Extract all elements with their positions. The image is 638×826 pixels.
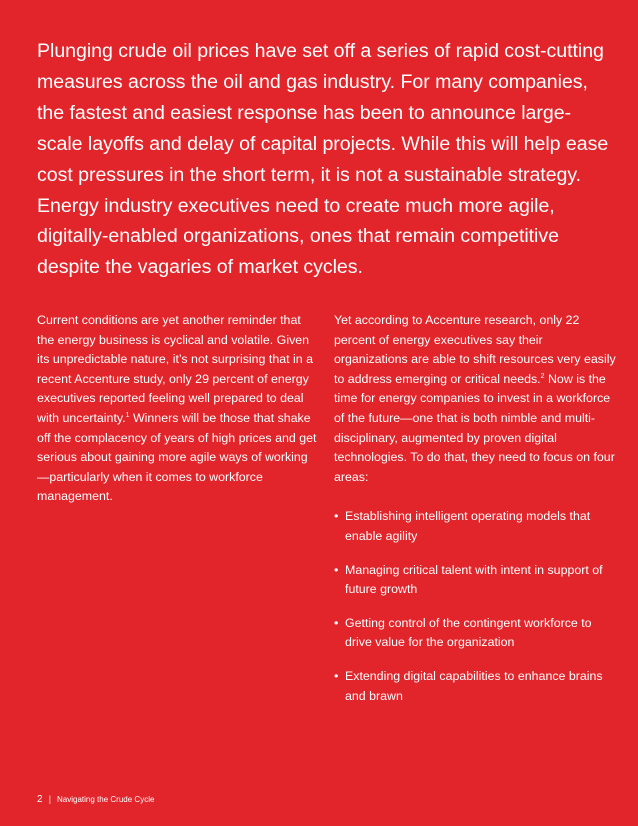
right-paragraph-text-1: Yet according to Accenture research, only 22 percent of energy executives say their organizations are able to shift resources very easily to address emerging or critical needs. bbox=[334, 313, 616, 386]
bullet-icon: • bbox=[334, 615, 339, 630]
footnote-marker-1: 1 bbox=[125, 411, 130, 419]
list-item bbox=[334, 561, 619, 600]
left-column bbox=[37, 311, 319, 507]
footnote-marker-2: 2 bbox=[540, 372, 545, 380]
list-item-text: Establishing intelligent operating models that enable agility bbox=[345, 509, 591, 543]
right-column-paragraph bbox=[334, 311, 619, 487]
list-item bbox=[334, 614, 619, 653]
bullet-icon: • bbox=[334, 668, 339, 683]
right-column bbox=[334, 311, 619, 720]
footer-separator: | bbox=[48, 794, 52, 805]
focus-areas-list bbox=[334, 507, 619, 706]
page-number: 2 bbox=[37, 794, 43, 805]
list-item-text: Extending digital capabilities to enhance brains and brawn bbox=[345, 668, 603, 703]
left-paragraph-text-1: Current conditions are yet another reminder that the energy business is cyclical and volatile. Given its unpredictable nature, it’s not surprising that in a recent Accenture study, only 29 percent of energy executives reported feeling well prepared to deal with uncertainty. bbox=[37, 313, 313, 425]
list-item-text: Managing critical talent with intent in support of future growth bbox=[345, 562, 603, 597]
list-item-text: Getting control of the contingent workforce to drive value for the organization bbox=[345, 615, 592, 650]
list-item bbox=[334, 667, 619, 706]
bullet-icon: • bbox=[334, 562, 339, 577]
list-item bbox=[334, 507, 619, 546]
lead-paragraph: Plunging crude oil prices have set off a series of rapid cost-cutting measures across the oil and gas industry. For many companies, the fastest and easiest response has been to announce large-scale layoffs and delay of capital projects. While this will help ease cost pressures in the short term, it is not a sustainable strategy. Energy industry executives need to create much more agile, digitally-enabled organizations, ones that remain competitive despite the vagaries of market cycles. bbox=[37, 40, 609, 279]
left-paragraph-text-2: Winners will be those that shake off the complacency of years of high prices and get serious about gaining more agile ways of working—particularly when it comes to workforce management. bbox=[37, 410, 317, 504]
right-paragraph-text-2: Now is the time for energy companies to invest in a workforce of the future—one that is both nimble and multi-disciplinary, augmented by proven digital technologies. To do that, they need to focus on four areas: bbox=[334, 371, 615, 484]
footer-title: Navigating the Crude Cycle bbox=[57, 795, 155, 804]
left-column-paragraph bbox=[37, 311, 319, 507]
page-footer bbox=[37, 794, 154, 806]
bullet-icon: • bbox=[334, 509, 339, 524]
